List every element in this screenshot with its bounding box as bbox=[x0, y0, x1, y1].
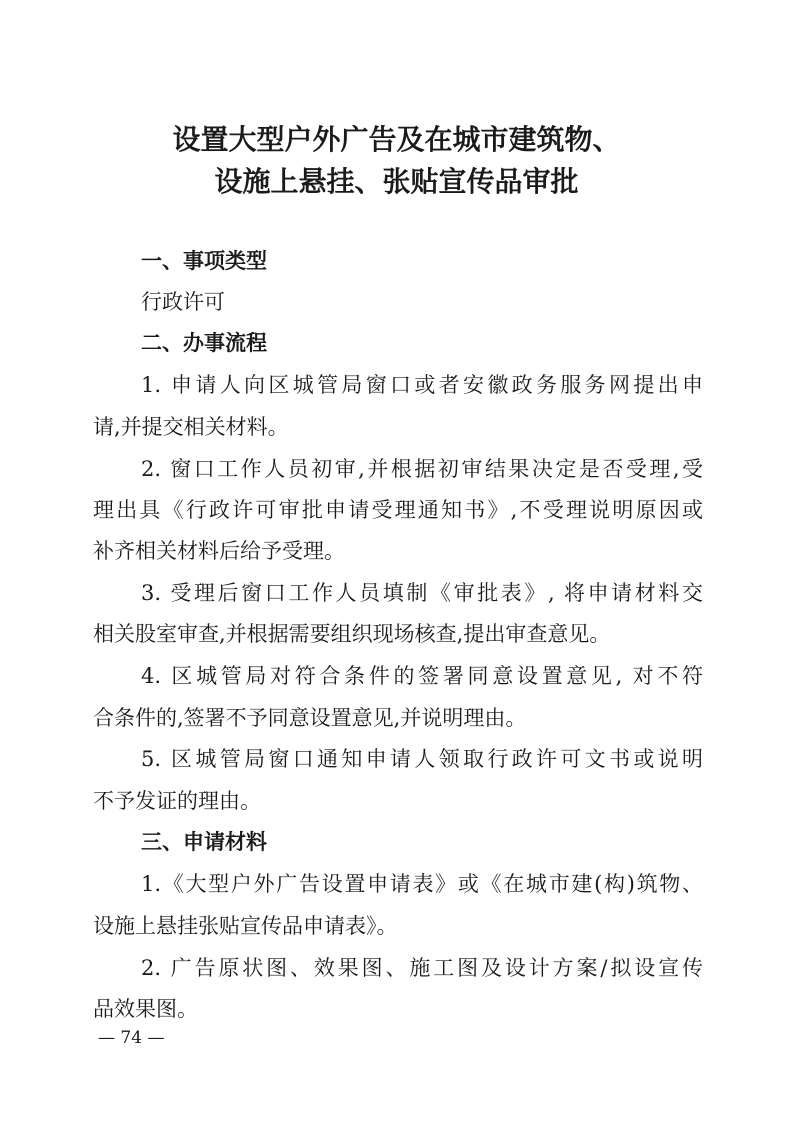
section-body-item-type: 行政许可 bbox=[141, 290, 225, 314]
procedure-step-3-line-1: 3. 受理后窗口工作人员填制《审批表》, 将申请材料交 bbox=[141, 581, 703, 605]
materials-item-2-line-2: 品效果图。 bbox=[93, 997, 198, 1021]
document-title-line-2: 设施上悬挂、张贴宣传品审批 bbox=[214, 165, 579, 198]
materials-item-2-line-1: 2. 广告原状图、效果图、施工图及设计方案/拟设宣传 bbox=[141, 956, 703, 980]
procedure-step-5-line-2: 不予发证的理由。 bbox=[93, 789, 261, 813]
section-heading-procedure: 二、办事流程 bbox=[141, 331, 267, 355]
procedure-step-2-line-2: 理出具《行政许可审批申请受理通知书》,不受理说明原因或 bbox=[93, 498, 703, 522]
procedure-step-3-line-2: 相关股室审查,并根据需要组织现场核查,提出审查意见。 bbox=[93, 622, 611, 646]
section-heading-materials: 三、申请材料 bbox=[141, 830, 267, 854]
document-title-line-1: 设置大型户外广告及在城市建筑物、 bbox=[172, 123, 621, 156]
section-heading-item-type: 一、事项类型 bbox=[141, 249, 267, 273]
procedure-step-1-line-2: 请,并提交相关材料。 bbox=[93, 415, 289, 439]
materials-item-1-line-1: 1.《大型户外广告设置申请表》或《在城市建(构)筑物、 bbox=[141, 872, 703, 896]
procedure-step-2-line-3: 补齐相关材料后给予受理。 bbox=[93, 539, 345, 563]
procedure-step-5-line-1: 5. 区城管局窗口通知申请人领取行政许可文书或说明 bbox=[141, 747, 703, 771]
procedure-step-2-line-1: 2. 窗口工作人员初审,并根据初审结果决定是否受理,受 bbox=[141, 457, 703, 481]
procedure-step-1-line-1: 1. 申请人向区城管局窗口或者安徽政务服务网提出申 bbox=[141, 373, 703, 397]
procedure-step-4-line-1: 4. 区城管局对符合条件的签署同意设置意见, 对不符 bbox=[141, 664, 703, 688]
procedure-step-4-line-2: 合条件的,签署不予同意设置意见,并说明理由。 bbox=[93, 706, 527, 730]
materials-item-1-line-2: 设施上悬挂张贴宣传品申请表》。 bbox=[93, 914, 398, 938]
page-number: — 74 — bbox=[98, 1028, 165, 1048]
